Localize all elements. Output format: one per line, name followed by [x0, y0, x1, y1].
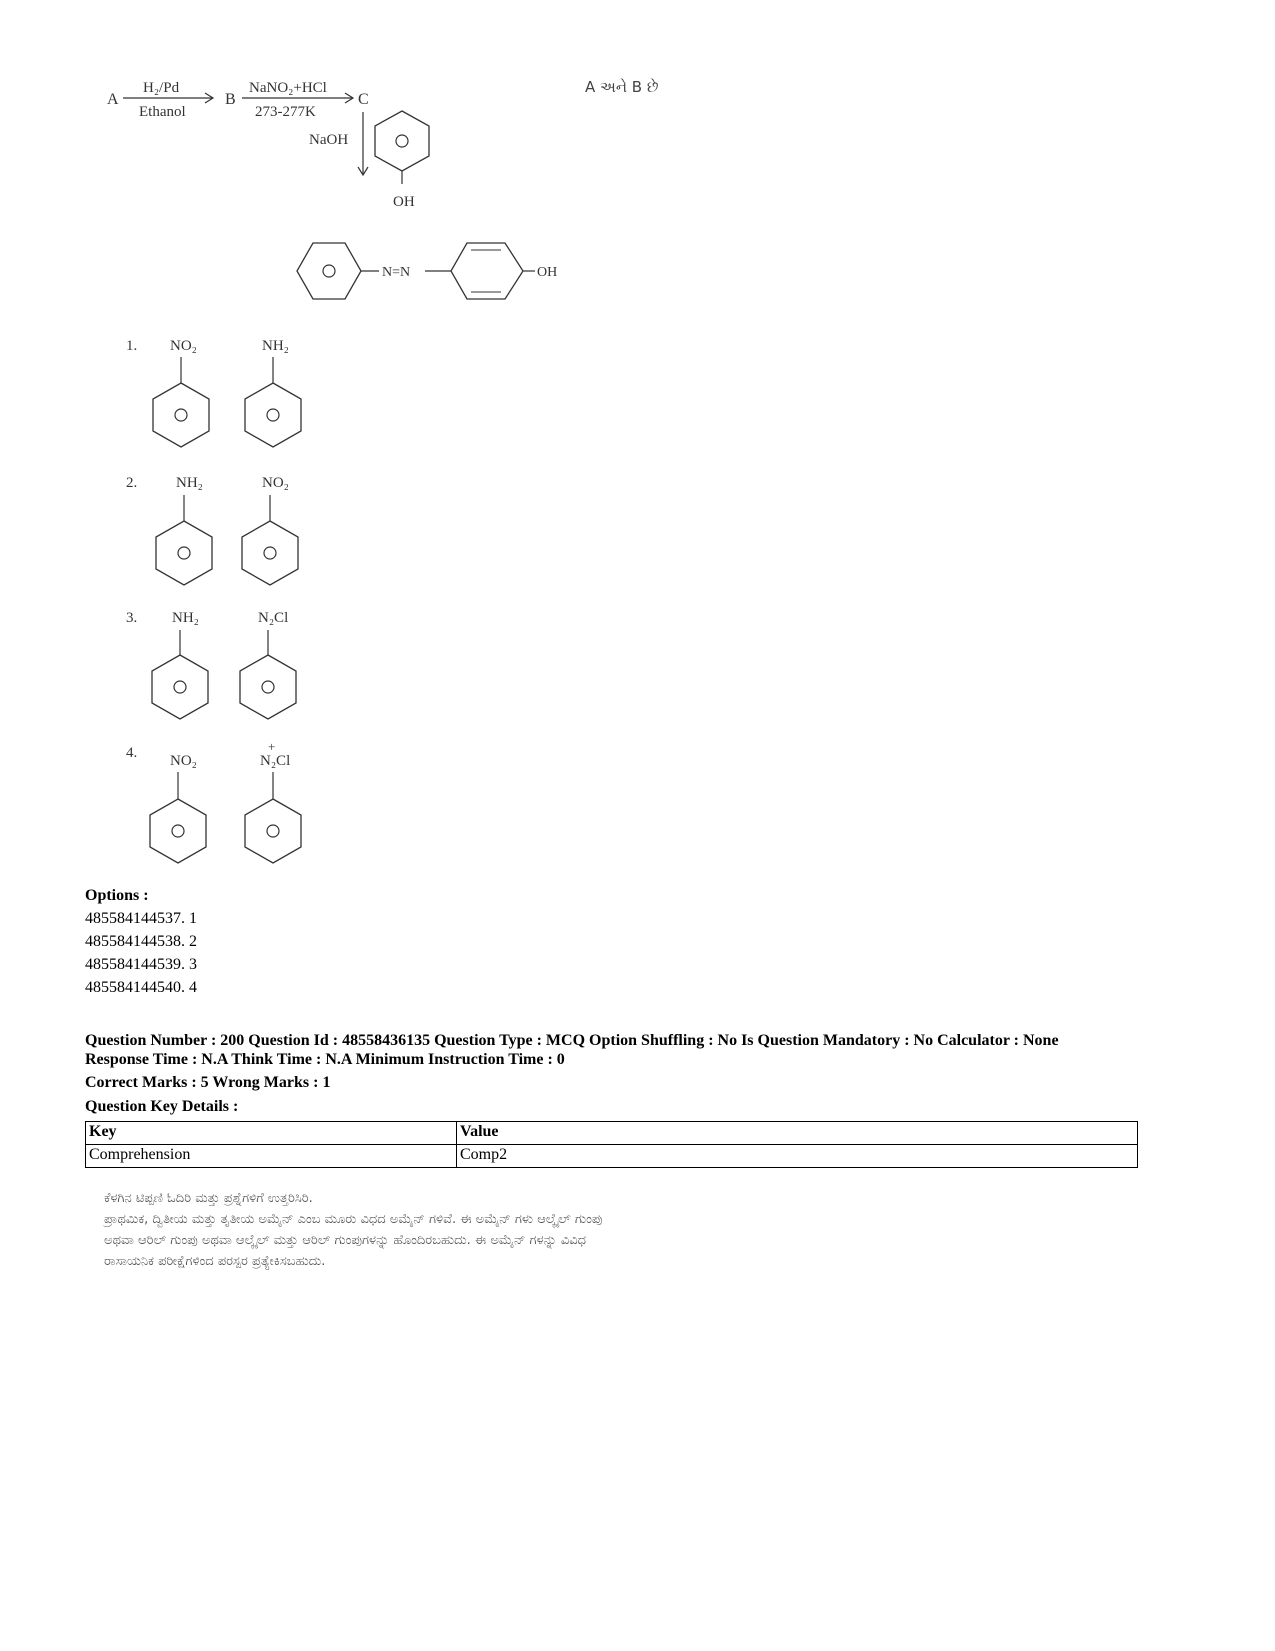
azo-link-label: N=N: [382, 265, 411, 280]
option-1[interactable]: 485584144537. 1: [85, 910, 197, 927]
azo-oh-label: OH: [537, 265, 558, 280]
question-prompt: A અને B છે: [585, 78, 659, 96]
passage-line-3: ಅಥವಾ ಆರಿಲ್ ಗುಂಪು ಅಥವಾ ಆಲ್ಕೈಲ್ ಮತ್ತು ಆರಿಲ್ ಗುಂಪುಗಳನ್ನು ಹೊಂದಿರಬಹುದು. ಈ ಅಮೈನ್ ಗಳನ್ನು ವಿವಿಧ: [104, 1233, 587, 1248]
choice-4-charge: +: [268, 739, 276, 754]
reaction-scheme: [95, 70, 615, 320]
table-header-row: [86, 1122, 1138, 1145]
azo-left-ring: [297, 243, 361, 299]
reagent-naoh: NaOH: [309, 132, 349, 148]
choice-1-left-group: NO₂: [170, 338, 197, 354]
choice-3-right-group: N₂Cl: [258, 610, 289, 626]
choice-1-right-group: NH₂: [262, 338, 289, 354]
choice-2-left-group: NH₂: [176, 475, 203, 491]
choice-2: [126, 475, 298, 585]
choice-3: [126, 610, 296, 719]
product-c: C: [358, 91, 369, 108]
choice-3-left-group: NH₂: [172, 610, 199, 626]
question-marks: Correct Marks : 5 Wrong Marks : 1: [85, 1074, 331, 1091]
passage-line-2: ಪ್ರಾಥಮಿಕ, ದ್ವಿತೀಯ ಮತ್ತು ತೃತೀಯ ಅಮೈನ್ ಎಂಬ ಮೂರು ವಿಧದ ಅಮೈನ್ ಗಳಿವೆ. ಈ ಅಮೈನ್ ಗಳು ಆಲ್ಕೈಲ್ ಗುಂಪು: [104, 1212, 603, 1227]
choice-1: [126, 338, 301, 447]
azo-right-ring: [451, 243, 523, 299]
table-cell-key: Comprehension: [86, 1145, 457, 1168]
reagent-nano2-hcl: NaNO₂+HCl: [249, 80, 327, 96]
option-3[interactable]: 485584144539. 3: [85, 956, 197, 973]
answer-choices-figure: [120, 325, 320, 870]
table-header-value: Value: [457, 1122, 1138, 1145]
phenol-oh-label: OH: [393, 194, 415, 210]
choice-3-number: 3.: [126, 610, 138, 626]
options-heading: Options :: [85, 887, 149, 904]
question-meta-line1: Question Number : 200 Question Id : 48558436135 Question Type : MCQ Option Shuffling : No Is Question Mandatory : No Calculator : None: [85, 1032, 1059, 1049]
phenol-benzene-ring: [375, 111, 429, 171]
table-cell-value: Comp2: [457, 1145, 1138, 1168]
passage-line-1: ಕೆಳಗಿನ ಟಿಪ್ಪಣಿ ಓದಿರಿ ಮತ್ತು ಪ್ರಶ್ನೆಗಳಿಗೆ ಉತ್ತರಿಸಿರಿ.: [104, 1191, 313, 1206]
choice-4-number: 4.: [126, 745, 138, 761]
option-2[interactable]: 485584144538. 2: [85, 933, 197, 950]
choice-1-number: 1.: [126, 338, 138, 354]
reactant-a: A: [107, 91, 119, 108]
table-header-key: Key: [86, 1122, 457, 1145]
question-key-table: [85, 1121, 1138, 1168]
choice-4: [126, 739, 301, 863]
reagent-h2-pd: H₂/Pd: [143, 80, 180, 96]
choice-4-left-group: NO₂: [170, 753, 197, 769]
choice-2-number: 2.: [126, 475, 138, 491]
question-meta-line2: Response Time : N.A Think Time : N.A Minimum Instruction Time : 0: [85, 1051, 565, 1068]
reagent-ethanol: Ethanol: [139, 104, 186, 120]
passage: [104, 1188, 904, 1272]
choice-2-right-group: NO₂: [262, 475, 289, 491]
intermediate-b: B: [225, 91, 236, 108]
reagent-temperature: 273-277K: [255, 104, 316, 120]
question-key-details-label: Question Key Details :: [85, 1098, 239, 1115]
table-row: [86, 1145, 1138, 1168]
choice-4-right-group: N₂Cl: [260, 753, 291, 769]
option-4[interactable]: 485584144540. 4: [85, 979, 197, 996]
passage-line-4: ರಾಸಾಯನಿಕ ಪರೀಕ್ಷೆಗಳಿಂದ ಪರಸ್ಪರ ಪ್ರತ್ಯೇಕಿಸಬಹುದು.: [104, 1254, 326, 1269]
